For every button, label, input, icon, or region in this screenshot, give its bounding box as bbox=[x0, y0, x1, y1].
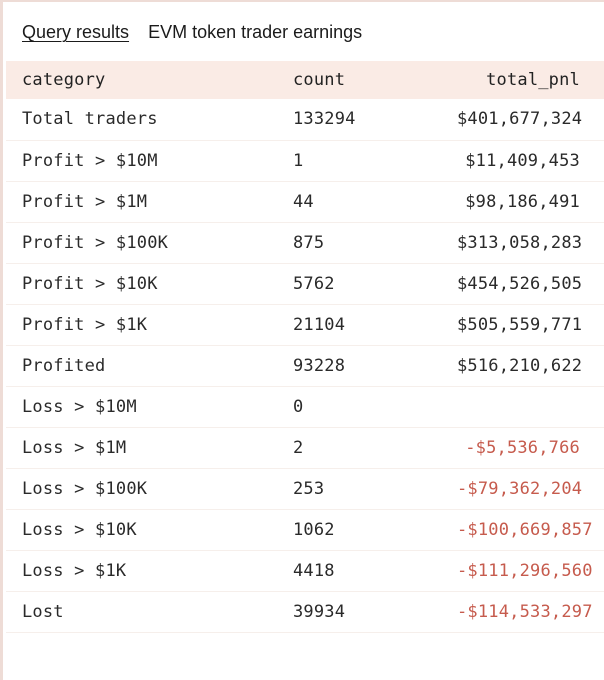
table-row bbox=[6, 427, 604, 468]
cell-count: 44 bbox=[277, 181, 457, 222]
table-row bbox=[6, 591, 604, 632]
cell-count: 1062 bbox=[277, 509, 457, 550]
cell-category: Profit > $1K bbox=[6, 304, 277, 345]
cell-total-pnl: $98,186,491 bbox=[457, 181, 604, 222]
cell-category: Loss > $10K bbox=[6, 509, 277, 550]
cell-category: Loss > $1M bbox=[6, 427, 277, 468]
table-row bbox=[6, 140, 604, 181]
cell-total-pnl: $454,526,505 bbox=[457, 263, 604, 304]
cell-category: Profit > $1M bbox=[6, 181, 277, 222]
column-header-total-pnl: total_pnl bbox=[457, 61, 604, 99]
cell-total-pnl: $11,409,453 bbox=[457, 140, 604, 181]
cell-category: Profited bbox=[6, 345, 277, 386]
cell-total-pnl: $516,210,622 bbox=[457, 345, 604, 386]
results-table bbox=[6, 61, 604, 633]
cell-count: 1 bbox=[277, 140, 457, 181]
table-row bbox=[6, 181, 604, 222]
table-row bbox=[6, 263, 604, 304]
cell-total-pnl bbox=[457, 386, 604, 427]
cell-total-pnl: $505,559,771 bbox=[457, 304, 604, 345]
cell-count: 0 bbox=[277, 386, 457, 427]
cell-total-pnl: -$111,296,560 bbox=[457, 550, 604, 591]
cell-total-pnl: $313,058,283 bbox=[457, 222, 604, 263]
cell-count: 133294 bbox=[277, 99, 457, 140]
cell-total-pnl: -$79,362,204 bbox=[457, 468, 604, 509]
table-header-row bbox=[6, 61, 604, 99]
cell-total-pnl: $401,677,324 bbox=[457, 99, 604, 140]
cell-category: Loss > $10M bbox=[6, 386, 277, 427]
column-header-category: category bbox=[6, 61, 277, 99]
table-body bbox=[6, 99, 604, 632]
table-row bbox=[6, 509, 604, 550]
cell-count: 2 bbox=[277, 427, 457, 468]
cell-category: Lost bbox=[6, 591, 277, 632]
cell-category: Loss > $1K bbox=[6, 550, 277, 591]
cell-count: 5762 bbox=[277, 263, 457, 304]
table-row bbox=[6, 345, 604, 386]
query-results-link[interactable]: Query results bbox=[22, 22, 130, 42]
table-row bbox=[6, 550, 604, 591]
cell-category: Profit > $100K bbox=[6, 222, 277, 263]
cell-count: 21104 bbox=[277, 304, 457, 345]
cell-count: 875 bbox=[277, 222, 457, 263]
table-row bbox=[6, 304, 604, 345]
cell-category: Total traders bbox=[6, 99, 277, 140]
cell-category: Loss > $100K bbox=[6, 468, 277, 509]
table-row bbox=[6, 99, 604, 140]
cell-category: Profit > $10M bbox=[6, 140, 277, 181]
cell-count: 4418 bbox=[277, 550, 457, 591]
cell-count: 93228 bbox=[277, 345, 457, 386]
table-row bbox=[6, 468, 604, 509]
cell-count: 39934 bbox=[277, 591, 457, 632]
cell-total-pnl: -$5,536,766 bbox=[457, 427, 604, 468]
cell-category: Profit > $10K bbox=[6, 263, 277, 304]
column-header-count: count bbox=[277, 61, 457, 99]
table-row bbox=[6, 386, 604, 427]
cell-count: 253 bbox=[277, 468, 457, 509]
titlebar bbox=[3, 2, 604, 61]
cell-total-pnl: -$100,669,857 bbox=[457, 509, 604, 550]
cell-total-pnl: -$114,533,297 bbox=[457, 591, 604, 632]
query-title: EVM token trader earnings bbox=[148, 22, 363, 42]
table-row bbox=[6, 222, 604, 263]
